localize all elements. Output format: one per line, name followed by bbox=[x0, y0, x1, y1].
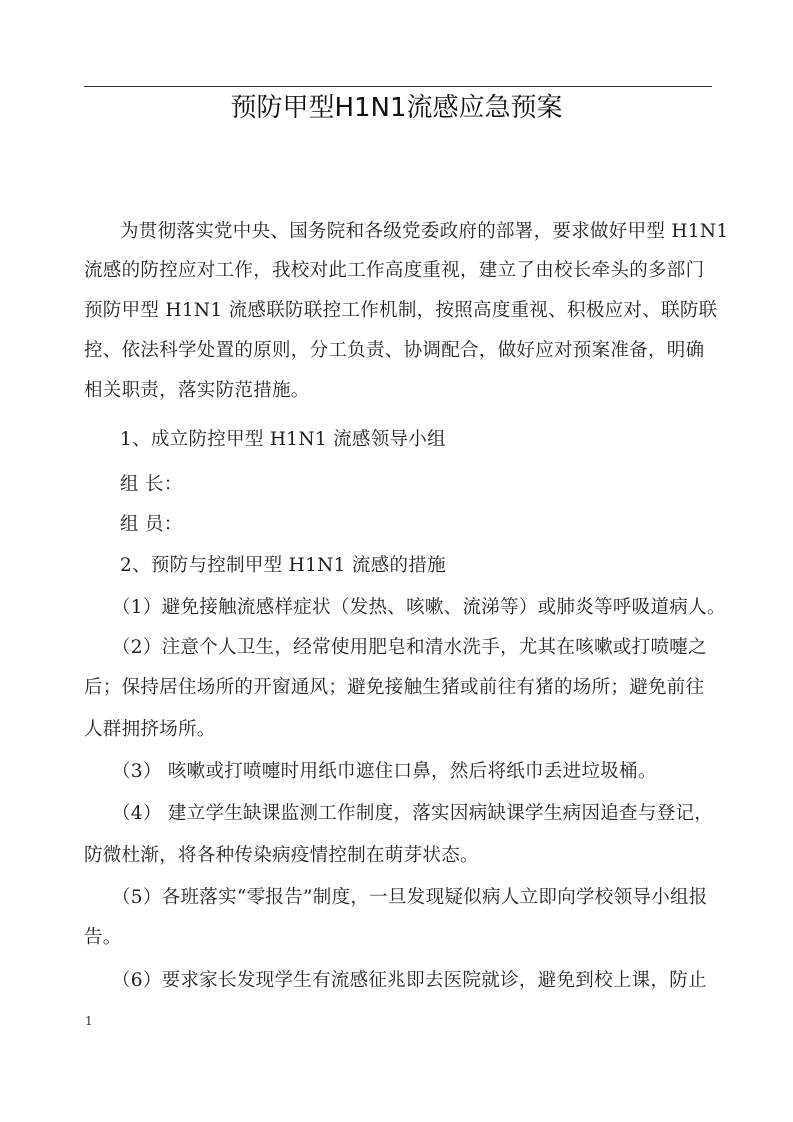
text-line: （4） 建立学生缺课监测工作制度，落实因病缺课学生病因追查与登记， bbox=[112, 803, 714, 824]
header-rule bbox=[84, 86, 712, 87]
text-line: 组 长： bbox=[120, 474, 183, 495]
text-line: 人群拥挤场所。 bbox=[84, 719, 216, 740]
text-line: 告。 bbox=[84, 927, 122, 948]
text-line: （6）要求家长发现学生有流感征兆即去医院就诊，避免到校上课，防止 bbox=[112, 970, 707, 991]
text-line: （3） 咳嗽或打喷嚏时用纸巾遮住口鼻，然后将纸巾丢进垃圾桶。 bbox=[112, 761, 657, 782]
text-line: 为贯彻落实党中央、国务院和各级党委政府的部署，要求做好甲型 H1N1 bbox=[120, 221, 729, 242]
text-line: （5）各班落实“零报告”制度，一旦发现疑似病人立即向学校领导小组报 bbox=[112, 887, 708, 908]
text-line: 1、成立防控甲型 H1N1 流感领导小组 bbox=[120, 429, 446, 450]
text-line: 控、依法科学处置的原则，分工负责、协调配合，做好应对预案准备，明确 bbox=[84, 340, 705, 361]
text-line: 预防甲型 H1N1 流感联防联控工作机制，按照高度重视、积极应对、联防联 bbox=[84, 300, 718, 321]
text-line: 流感的防控应对工作，我校对此工作高度重视，建立了由校长牵头的多部门 bbox=[84, 260, 705, 281]
text-line: 防微杜渐，将各种传染病疫情控制在萌芽状态。 bbox=[84, 845, 479, 866]
text-line: 2、预防与控制甲型 H1N1 流感的措施 bbox=[120, 555, 446, 576]
text-line: 组 员： bbox=[120, 514, 183, 535]
text-line: 后；保持居住场所的开窗通风；避免接触生猪或前往有猪的场所；避免前往 bbox=[84, 677, 705, 698]
text-line: （2）注意个人卫生，经常使用肥皂和清水洗手，尤其在咳嗽或打喷嚏之 bbox=[112, 637, 707, 658]
text-line: （1）避免接触流感样症状（发热、咳嗽、流涕等）或肺炎等呼吸道病人。 bbox=[112, 597, 726, 618]
page-number: 1 bbox=[85, 1014, 93, 1028]
text-line: 相关职责，落实防范措施。 bbox=[84, 380, 310, 401]
document-title: 预防甲型H1N1流感应急预案 bbox=[230, 93, 563, 123]
